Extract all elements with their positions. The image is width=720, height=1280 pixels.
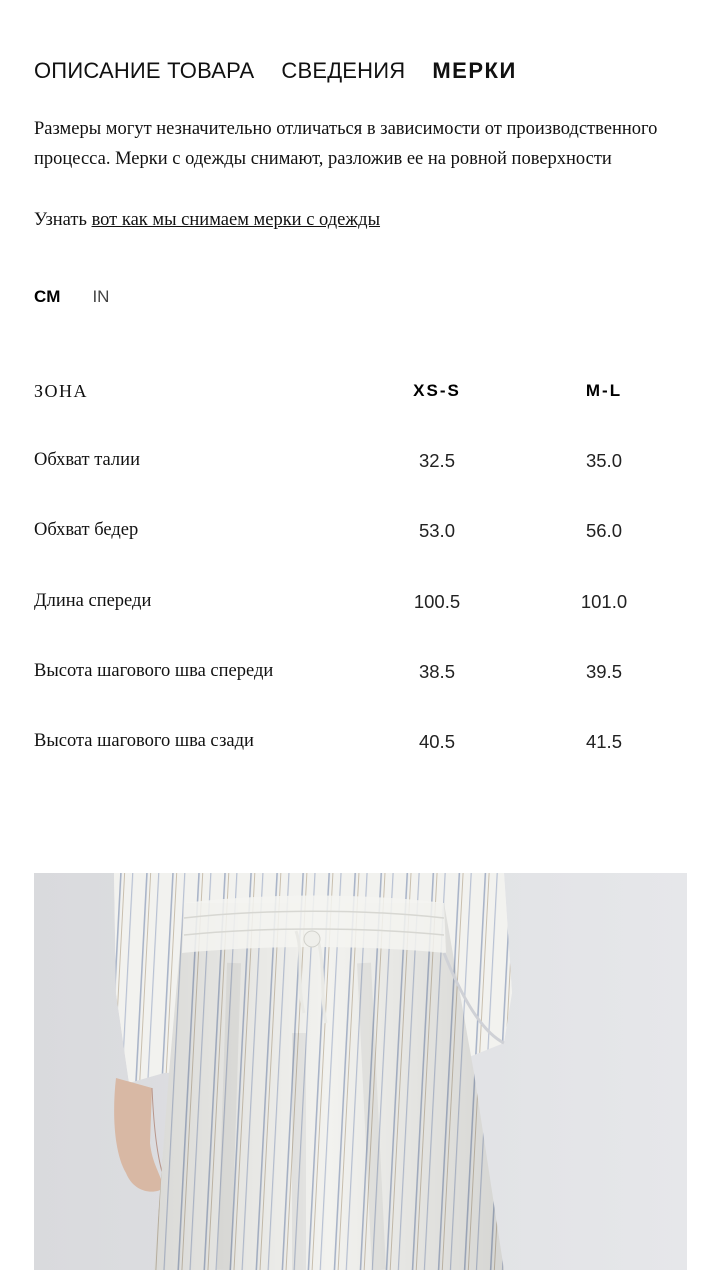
unit-switcher [34, 287, 141, 307]
zone-header: ЗОНА [34, 381, 89, 401]
table-row [0, 520, 720, 550]
tab-details[interactable]: СВЕДЕНИЯ [281, 58, 406, 83]
learn-line [34, 210, 380, 231]
xs-s-value: 53.0 [418, 520, 455, 541]
zone-label: Обхват бедер [34, 520, 139, 540]
learn-prefix: Узнать [34, 210, 87, 230]
zone-label: Длина спереди [34, 591, 152, 611]
tab-measurements[interactable]: МЕРКИ [432, 58, 517, 83]
m-l-value: 56.0 [585, 520, 622, 541]
table-header [0, 381, 720, 411]
table-row [0, 591, 720, 621]
m-l-value: 39.5 [585, 661, 622, 682]
striped-trousers-illustration [34, 873, 687, 1270]
unit-in-button[interactable]: IN [92, 287, 110, 306]
product-photo [34, 873, 687, 1270]
how-we-measure-link[interactable]: вот как мы снимаем мерки с одежды [91, 210, 381, 230]
product-tabs [34, 58, 544, 84]
m-l-value: 35.0 [585, 450, 622, 471]
unit-cm-button[interactable]: CM [34, 287, 61, 306]
table-row [0, 731, 720, 761]
measurements-description: Размеры могут незначительно отличаться в зависимости от производственного процесса. Мерки с одежды снимают, разложив ее на ровной поверхности [34, 119, 658, 169]
size-m-l-header: M-L [585, 381, 623, 400]
m-l-value: 41.5 [585, 731, 622, 752]
xs-s-value: 100.5 [413, 591, 461, 612]
zone-label: Высота шагового шва сзади [34, 731, 254, 751]
xs-s-value: 40.5 [418, 731, 455, 752]
zone-label: Обхват талии [34, 450, 140, 470]
size-xs-s-header: XS-S [413, 381, 461, 400]
xs-s-value: 32.5 [418, 450, 455, 471]
table-row [0, 661, 720, 691]
zone-label: Высота шагового шва спереди [34, 661, 274, 681]
xs-s-value: 38.5 [418, 661, 455, 682]
tab-product-description[interactable]: ОПИСАНИЕ ТОВАРА [34, 58, 255, 83]
m-l-value: 101.0 [580, 591, 628, 612]
table-row [0, 450, 720, 480]
